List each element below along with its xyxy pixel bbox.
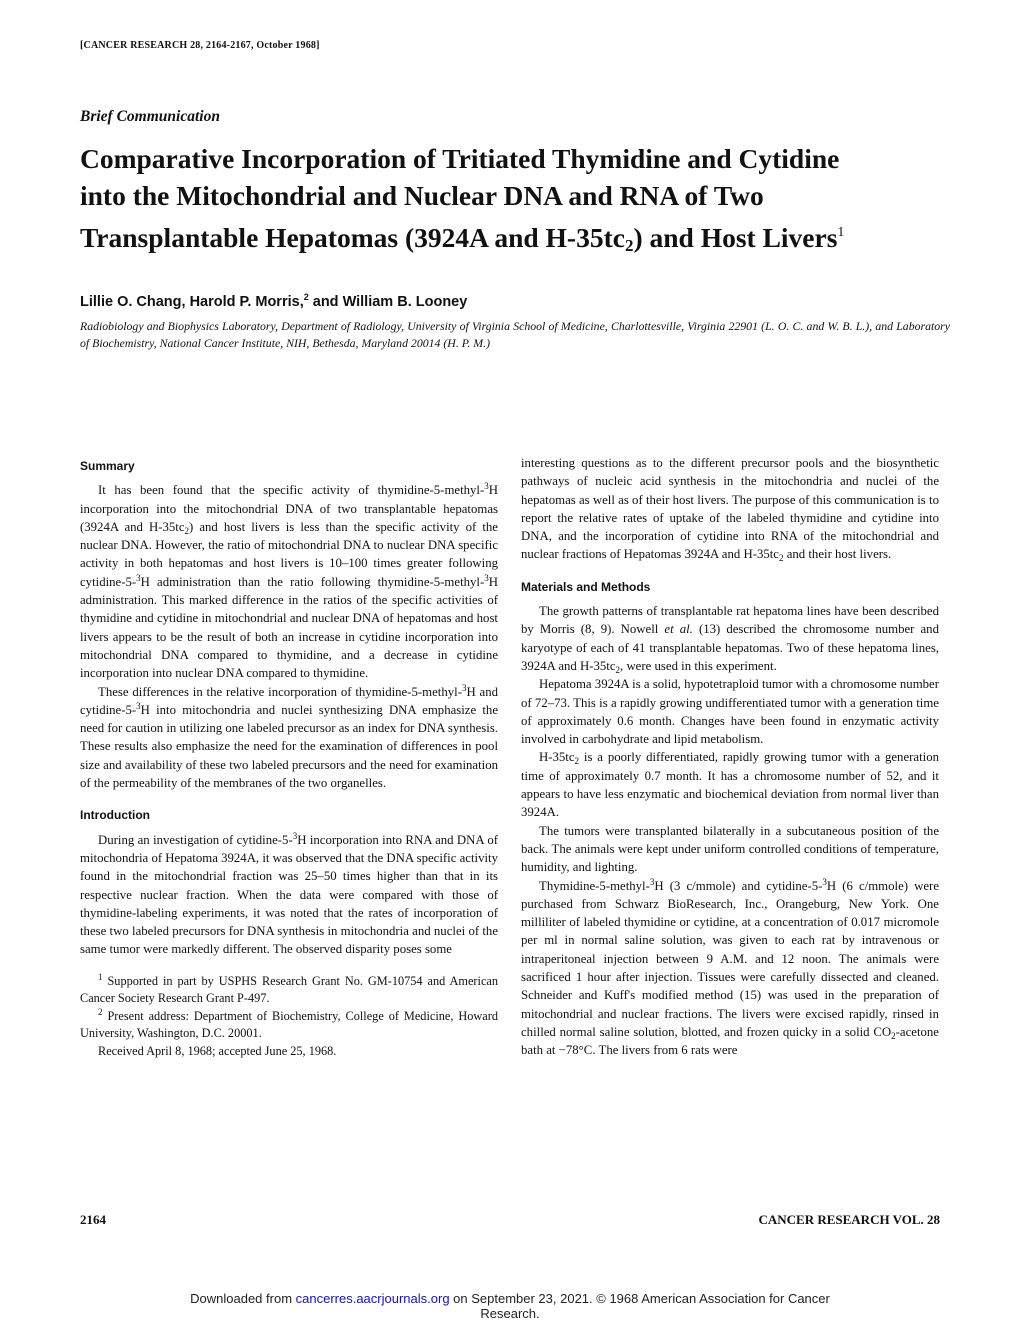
summary-paragraph-1: It has been found that the specific activity of thymidine-5-methyl-$^3$H incorporation into the mitochondrial DNA of two transplantable hepatomas (3924A and $H-35tc_2$) and host livers is less than the specific activity of the nuclear DNA. However, the ratio of mitochondrial DNA to nuclear DNA specific activity in both hepatomas and host livers is 10–100 times greater following cytidine-5-$^3$H administration than the ratio following thymidine-5-methyl-$^3$H administration. This marked difference in the ratios of the specific activities of thymidine and cytidine in mitochondrial and nuclear DNA of hepatomas and host livers appears to be the result of both an increase in cytidine incorporation into mitochondrial DNA compared to thymidine, and a decrease in cytidine incorporation into nuclear DNA compared to thymidine. <box>80 481 498 681</box>
title-line-1: Comparative Incorporation of Tritiated Thymidine and Cytidine <box>80 143 840 174</box>
article-title <box>80 140 960 264</box>
summary-paragraph-2: These differences in the relative incorporation of thymidine-5-methyl-$^3$H and cytidine-5-$^3$H into mitochondria and nuclei synthesizing DNA emphasize the need for caution in utilizing one labeled precursor as an index for DNA synthesis. These results also emphasize the need for the examination of differences in pool size and availability of these two labeled precursors and the need for examination of the permeability of the membranes of the two organelles. <box>80 682 498 791</box>
methods-paragraph-1: The growth patterns of transplantable rat hepatoma lines have been described by Morris (8, 9). Nowell et al. (13) described the chromosome number and karyotype of each of 41 transplantable hepatomas. Two of these hepatoma lines, 3924A and $H-35tc_2$, were used in this experiment. <box>521 604 939 675</box>
journal-site-link[interactable]: cancerres.aacrjournals.org <box>295 1291 450 1306</box>
footnote-1: $^1$ Supported in part by USPHS Research Grant No. GM-10754 and American Cancer Society Research Grant P-497. <box>80 971 499 1006</box>
methods-heading: Materials and Methods <box>521 579 651 594</box>
title-footnote-marker: 1 <box>837 225 845 240</box>
footnotes <box>80 973 498 1061</box>
footnote-2: $^2$ Present address: Department of Biochemistry, College of Medicine, Howard University, Washington, D.C. 20001. <box>80 1006 498 1041</box>
introduction-continued: interesting questions as to the different precursor pools and the biosynthetic pathways of nucleic acid synthesis in the mitochondria and nuclei of the hepatomas as well as of their host livers. The purpose of this communication is to report the relative rates of uptake of the labeled thymidine and cytidine into DNA, and the incorporation of cytidine into RNA of the mitochondrial and nuclear fractions of Hepatomas 3924A and $H-35tc_2$ and their host livers. <box>521 456 939 564</box>
download-notice-line-2: Research. <box>480 1306 540 1321</box>
right-column <box>521 454 939 1060</box>
article-type: Brief Communication <box>80 108 220 125</box>
page-number: 2164 <box>80 1212 106 1227</box>
title-subscript: 2 <box>624 236 634 255</box>
title-line-3 <box>80 214 960 264</box>
author-names-1: Lillie O. Chang, Harold P. Morris, <box>80 294 304 310</box>
author-names-2: and William B. Looney <box>308 294 468 310</box>
author-list <box>80 292 467 310</box>
introduction-paragraph-1: During an investigation of cytidine-5-$^3$H incorporation into RNA and DNA of mitochondria of Hepatoma 3924A, it was observed that the DNA specific activity found in the mitochondrial fraction was 25–50 times higher than that in its respective nuclear fraction. When the data were compared with those of thymidine-labeling experiments, it was noted that the rates of incorporation of these two labeled precursors for DNA synthesis in mitochondria and nuclei of the same tumor were markedly different. The observed disparity poses some <box>80 830 498 957</box>
left-column <box>80 457 498 1060</box>
download-notice-line-1: Downloaded from cancerres.aacrjournals.org on September 23, 2021. © 1968 American Association for Cancer <box>190 1291 830 1306</box>
journal-volume: CANCER RESEARCH VOL. 28 <box>758 1212 940 1227</box>
methods-paragraph-3: $H-35tc_2$ is a poorly differentiated, rapidly growing tumor with a generation time of approximately 0.7 month. It has a chromosome number of 52, and it appears to have less enzymatic and biochemical deviation from normal liver than 3924A. <box>521 750 939 820</box>
methods-paragraph-2: Hepatoma 3924A is a solid, hypotetraploid tumor with a chromosome number of 72–73. This is a rapidly growing undifferentiated tumor with a generation time of approximately 0.6 month. Changes have been found in enzymatic activity involved in carbohydrate and lipid metabolism. <box>521 677 939 747</box>
title-line-2: into the Mitochondrial and Nuclear DNA and RNA of Two <box>80 180 764 211</box>
title-line-3-text: Transplantable Hepatomas (3924A and H-35tc <box>80 222 625 253</box>
methods-paragraph-5: Thymidine-5-methyl-$^3$H (3 c/mmole) and cytidine-5-$^3$H (6 c/mmole) were purchased from Schwarz BioResearch, Inc., Orangeburg, New York. One milliliter of labeled thymidine or cytidine, at a concentration of 0.017 micromole per ml in normal saline solution, was given to each rat by intravenous or intraperitoneal injection between 9 A.M. and 12 noon. The animals were sacrificed 1 hour after injection. Tissues were carefully dissected and cleaned. Schneider and Kuff's modified method (15) was used in the preparation of mitochondrial and nuclear fractions. The livers were excised rapidly, rinsed in chilled normal saline solution, blotted, and frozen quicky in a solid $CO_2$-acetone bath at −78°C. The livers from 6 rats were <box>521 876 939 1058</box>
introduction-heading: Introduction <box>80 808 150 823</box>
title-line-3-end: ) and Host Livers <box>633 222 838 253</box>
running-header: [CANCER RESEARCH 28, 2164-2167, October 1968] <box>80 40 320 51</box>
methods-paragraph-4: The tumors were transplanted bilaterally in a subcutaneous position of the back. The animals were kept under uniform controlled conditions of temperature, humidity, and lighting. <box>521 823 939 875</box>
download-notice <box>0 1291 1020 1321</box>
author-footnote-marker: 2 <box>303 292 309 302</box>
affiliation: Radiobiology and Biophysics Laboratory, Department of Radiology, University of Virginia School of Medicine, Charlottesville, Virginia 22901 (L. O. C. and W. B. L.), and Laboratory of Biochemistry, National Cancer Institute, NIH, Bethesda, Maryland 20014 (H. P. M.) <box>80 319 950 350</box>
summary-heading: Summary <box>80 459 135 473</box>
received-date: Received April 8, 1968; accepted June 25, 1968. <box>98 1043 337 1058</box>
